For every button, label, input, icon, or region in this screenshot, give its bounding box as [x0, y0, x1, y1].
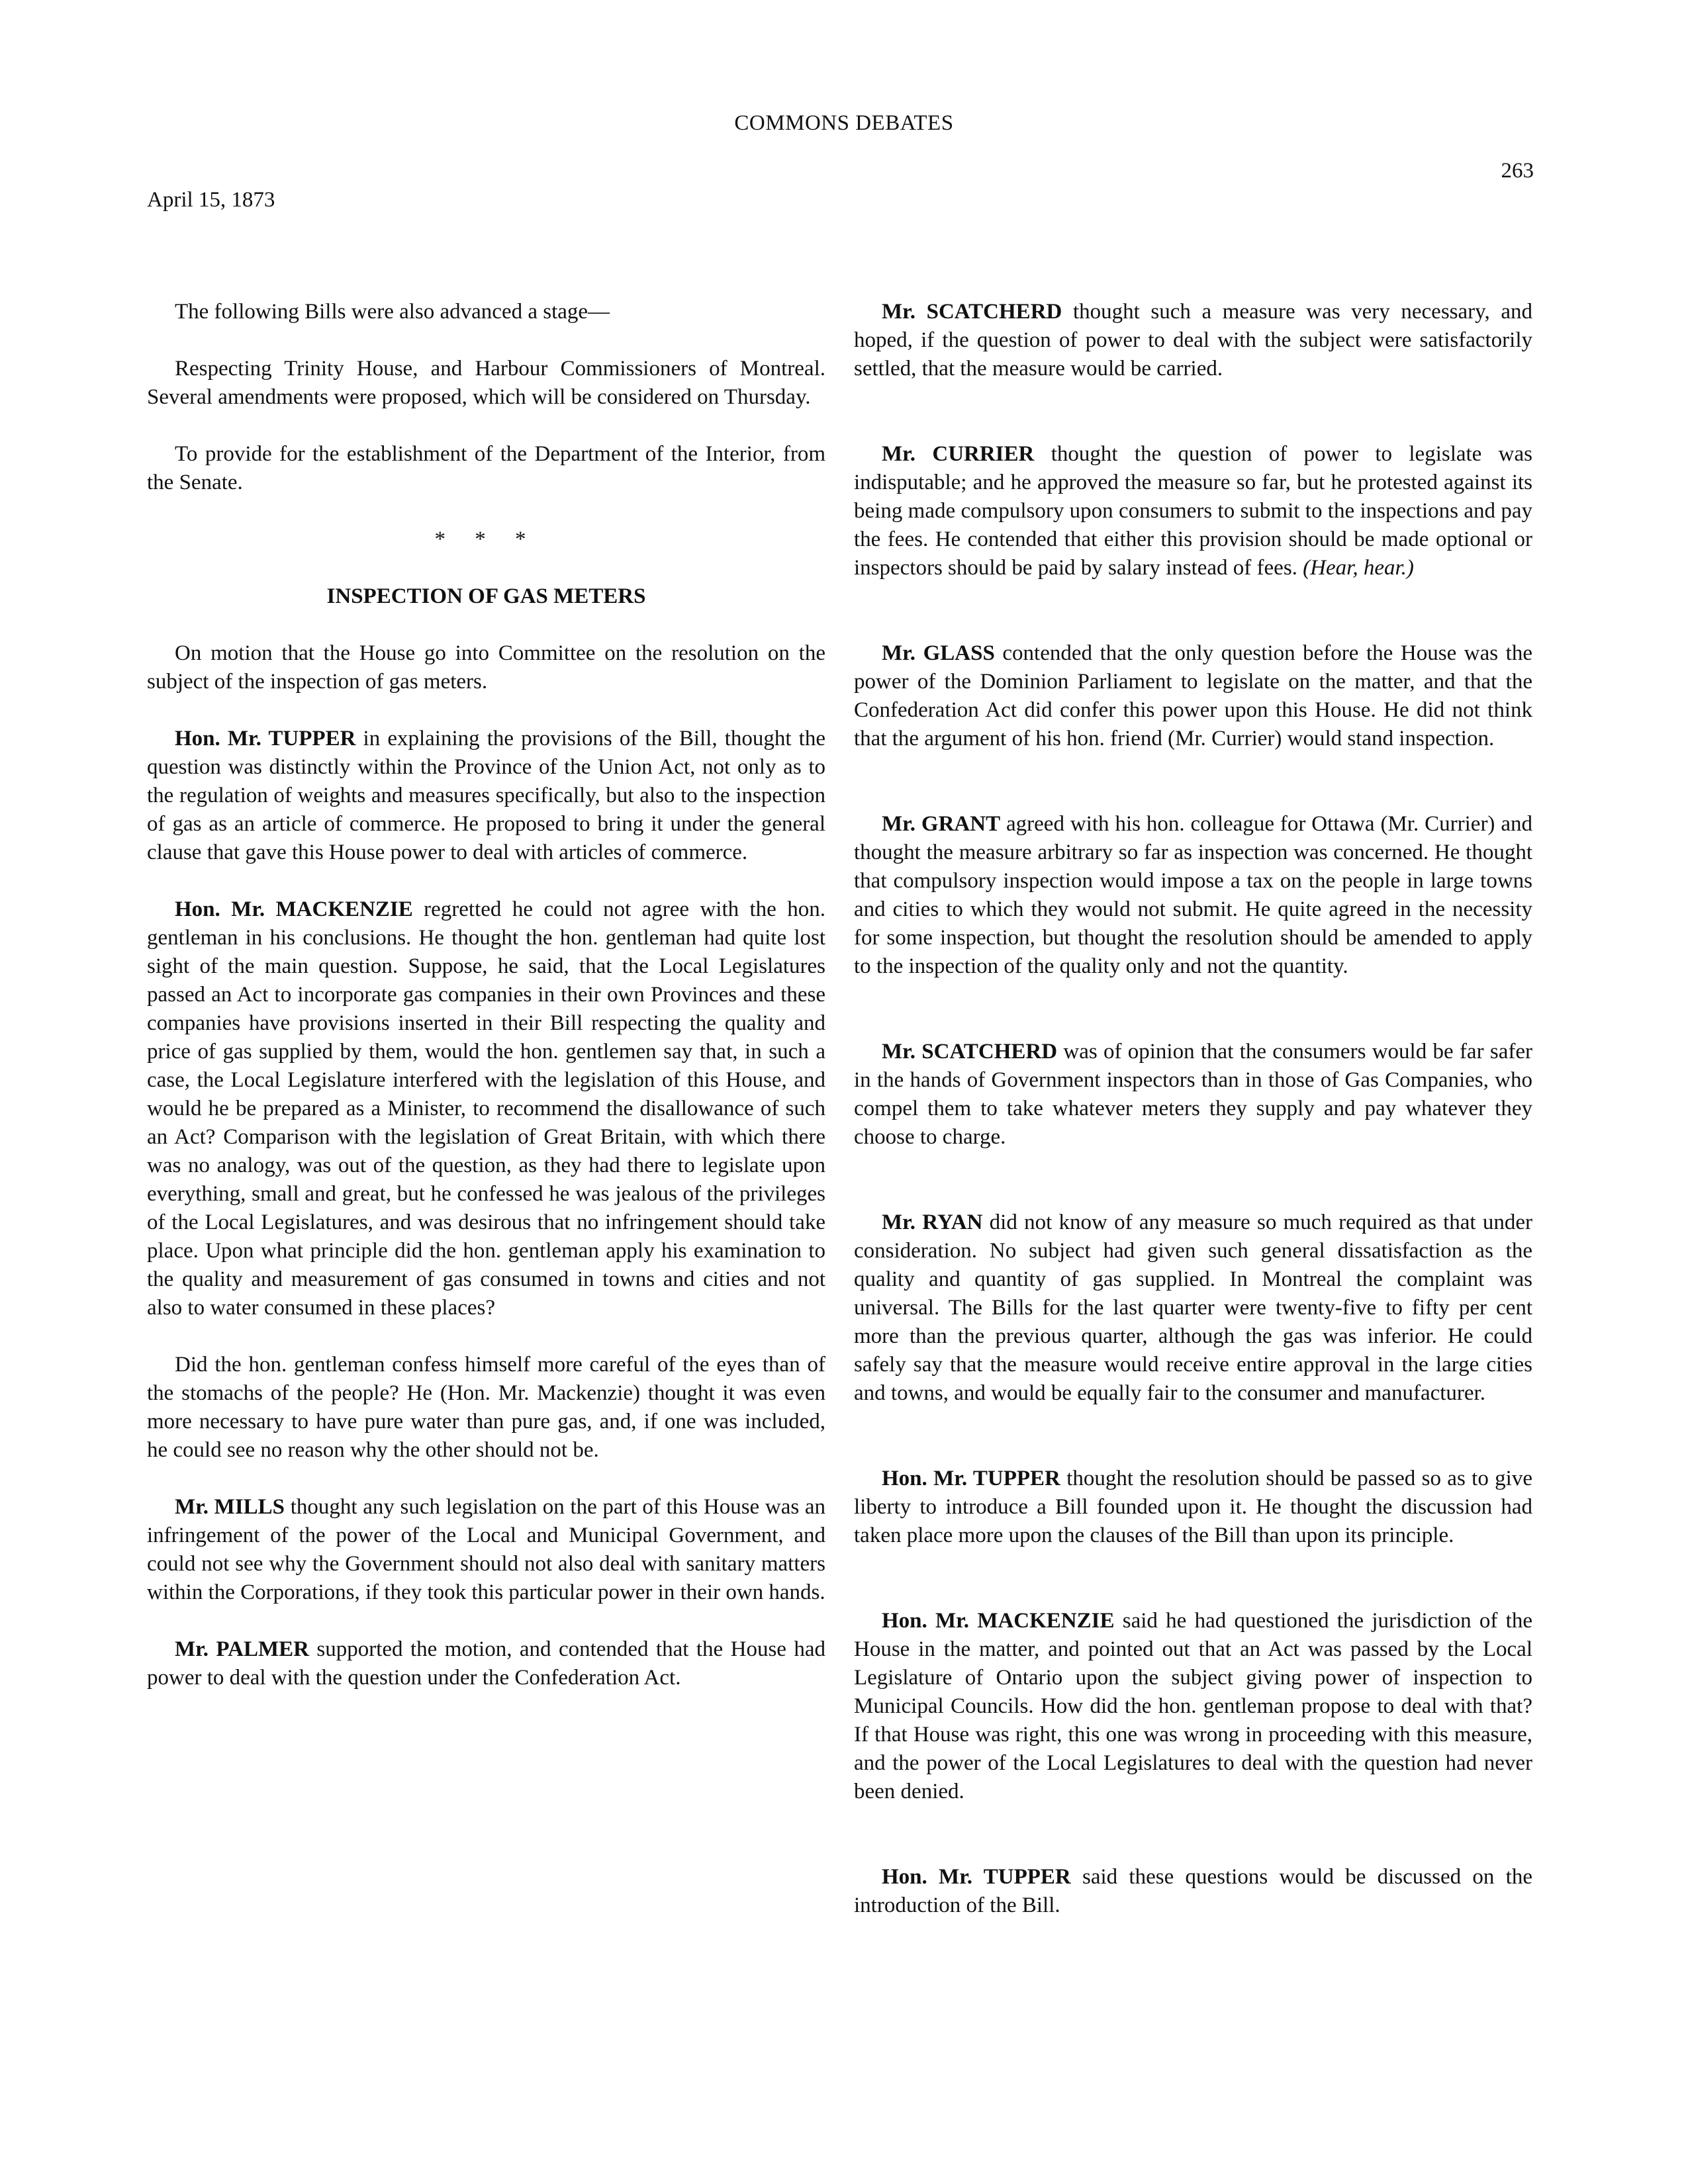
- interjection: (Hear, hear.): [1303, 556, 1414, 580]
- speech-text: did not know of any measure so much required as that under consideration. No subject had given such general dissatisfaction as the quality and quantity of gas supplied. In Montreal the complaint was universal. The Bills for the last quarter were twenty-five to fifty per cent more than the previous quarter, although the gas was inferior. He could safely say that the measure would receive entire approval in the large cities and towns, and would be equally fair to the consumer and manufacturer.: [854, 1210, 1532, 1405]
- section-separator: * * *: [434, 527, 538, 551]
- speech-text: said these questions would be discussed on the introduction of the Bill.: [854, 1865, 1532, 1917]
- speaker-name: Mr. MILLS: [175, 1495, 285, 1519]
- speech: [147, 895, 825, 1322]
- section-heading: INSPECTION OF GAS METERS: [326, 584, 646, 608]
- speaker-name: Mr. RYAN: [882, 1210, 983, 1234]
- speaker-name: Mr. CURRIER: [882, 442, 1035, 466]
- right-column: [854, 298, 1532, 1948]
- speaker-name: Mr. SCATCHERD: [882, 300, 1062, 324]
- speaker-name: Hon. Mr. TUPPER: [882, 1467, 1060, 1490]
- speech-text: thought the resolution should be passed so as to give liberty to introduce a Bill founded upon it. He thought the discussion had taken place more upon the clauses of the Bill than upon its principle.: [854, 1467, 1532, 1547]
- left-column: [147, 298, 825, 1721]
- speech-text: thought the question of power to legislate was indisputable; and he approved the measure so far, but he protested against its being made compulsory upon consumers to submit to the inspections and pay the fees. He contended that either this provision should be made optional or inspectors should be paid by salary instead of fees.: [854, 442, 1532, 580]
- speaker-name: Hon. Mr. TUPPER: [882, 1865, 1071, 1889]
- speaker-name: Hon. Mr. MACKENZIE: [882, 1609, 1115, 1633]
- speaker-name: Mr. GRANT: [882, 812, 1001, 836]
- paragraph: The following Bills were also advanced a stage—: [175, 300, 610, 324]
- speech-text: agreed with his hon. colleague for Ottawa (Mr. Currier) and thought the measure arbitrary so far as inspection was concerned. He thought that compulsory inspection would impose a tax on the people in large towns and cities to which they would not submit. He quite agreed in the necessity for some inspection, but thought the resolution should be amended to apply to the inspection of the quality only and not the quantity.: [854, 812, 1532, 978]
- speech: [854, 1863, 1532, 1920]
- speech: [854, 440, 1532, 582]
- speech: [147, 1635, 825, 1692]
- paragraph: To provide for the establishment of the Department of the Interior, from the Senate.: [147, 442, 825, 494]
- speech-text: said he had questioned the jurisdiction of the House in the matter, and pointed out that an Act was passed by the Local Legislature of Ontario upon the subject giving power of inspection to Municipal Councils. How did the hon. gentleman propose to deal with that? If that House was right, this one was wrong in proceeding with this measure, and the power of the Local Legislatures to deal with the question had never been denied.: [854, 1609, 1532, 1803]
- speech-text: contended that the only question before the House was the power of the Dominion Parliament to legislate on the matter, and that the Confederation Act did confer this power upon this House. He did not think that the argument of his hon. friend (Mr. Currier) would stand inspection.: [854, 641, 1532, 751]
- speech: [854, 1038, 1532, 1152]
- speech-text: thought such a measure was very necessary, and hoped, if the question of power to deal with the subject were satisfactorily settled, that the measure would be carried.: [854, 300, 1532, 381]
- speech-text: in explaining the provisions of the Bill, thought the question was distinctly within the Province of the Union Act, not only as to the regulation of weights and measures specifically, but also to the inspection of gas as an article of commerce. He proposed to bring it under the general clause that gave this House power to deal with articles of commerce.: [147, 727, 825, 864]
- speech: [854, 298, 1532, 383]
- page-number: 263: [1501, 159, 1534, 183]
- speech-text: thought any such legislation on the part of this House was an infringement of the power of the Local and Municipal Government, and could not see why the Government should not also deal with sanitary matters within the Corporations, if they took this particular power in their own hands.: [147, 1495, 825, 1604]
- page-date: April 15, 1873: [147, 188, 275, 212]
- speech-text: regretted he could not agree with the hon. gentleman in his conclusions. He thought the hon. gentleman had quite lost sight of the main question. Suppose, he said, that the Local Legislatures passed an Act to incorporate gas companies in their own Provinces and these companies have provisions inserted in their Bill respecting the quality and price of gas supplied by them, would the hon. gentlemen say that, in such a case, the Local Legislature interfered with the legislation of this House, and would he be prepared as a Minister, to recommend the disallowance of such an Act? Comparison with the legislation of Great Britain, with which there was no analogy, was out of the question, as they had there to legislate upon everything, small and great, but he confessed he was jealous of the privileges of the Local Legislatures, and was desirous that no infringement should take place. Upon what principle did the hon. gentleman apply his examination to the quality and measurement of gas consumed in towns and cities and not also to water consumed in these places?: [147, 897, 825, 1320]
- speech-text: supported the motion, and contended that the House had power to deal with the question under the Confederation Act.: [147, 1637, 825, 1690]
- speech: [854, 1465, 1532, 1550]
- speech: [147, 1493, 825, 1607]
- speech: [854, 1208, 1532, 1408]
- speaker-name: Hon. Mr. MACKENZIE: [175, 897, 413, 921]
- speech: [147, 725, 825, 867]
- paragraph: Did the hon. gentleman confess himself more careful of the eyes than of the stomachs of the people? He (Hon. Mr. Mackenzie) thought it was even more necessary to have pure water than pure gas, and, if one was included, he could see no reason why the other should not be.: [147, 1353, 825, 1462]
- speech-text: was of opinion that the consumers would be far safer in the hands of Government inspectors than in those of Gas Companies, who compel them to take whatever meters they supply and pay whatever they choose to charge.: [854, 1040, 1532, 1149]
- speaker-name: Mr. GLASS: [882, 641, 995, 665]
- paragraph: On motion that the House go into Committee on the resolution on the subject of the inspection of gas meters.: [147, 641, 825, 694]
- speaker-name: Hon. Mr. TUPPER: [175, 727, 356, 751]
- speech: [854, 1607, 1532, 1806]
- speaker-name: Mr. SCATCHERD: [882, 1040, 1058, 1064]
- speaker-name: Mr. PALMER: [175, 1637, 309, 1661]
- speech: [854, 639, 1532, 753]
- paragraph: Respecting Trinity House, and Harbour Commissioners of Montreal. Several amendments were proposed, which will be considered on Thursday.: [147, 357, 825, 409]
- speech: [854, 810, 1532, 981]
- running-head: COMMONS DEBATES: [734, 111, 954, 135]
